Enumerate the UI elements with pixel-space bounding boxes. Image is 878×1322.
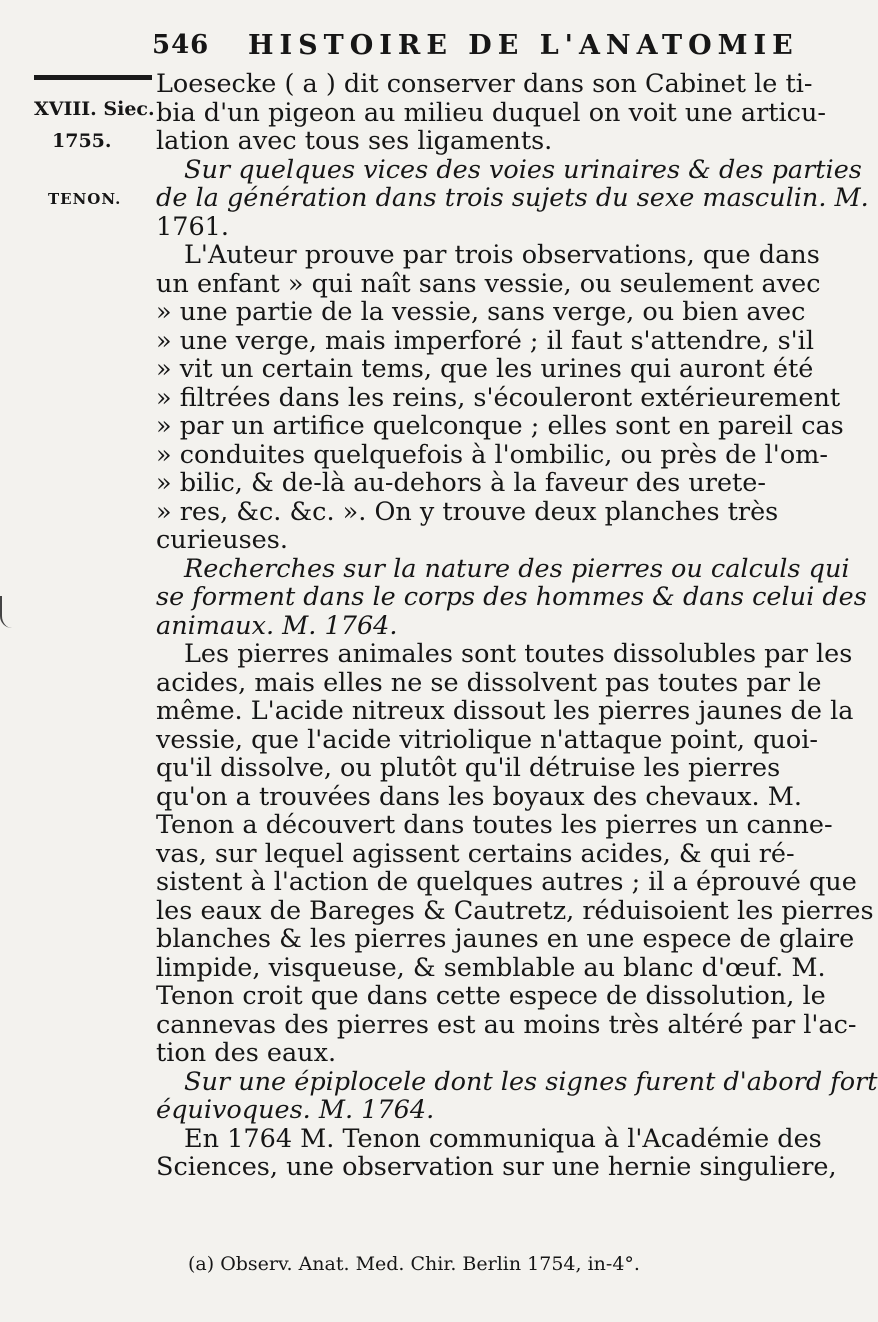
text-line: » conduites quelquefois à l'ombilic, ou près de l'om- bbox=[156, 439, 828, 470]
margin-note-author: TENON. bbox=[48, 190, 122, 208]
text-line: En 1764 M. Tenon communiqua à l'Académie des bbox=[184, 1123, 822, 1154]
text-line: de la génération dans trois sujets du sexe masculin. M. bbox=[156, 183, 869, 213]
text-line: acides, mais elles ne se dissolvent pas toutes par le bbox=[156, 667, 822, 698]
text-line: Loesecke ( a ) dit conserver dans son Cabinet le ti- bbox=[156, 69, 813, 99]
text-line: Recherches sur la nature des pierres ou calculs qui bbox=[184, 553, 850, 584]
text-line: animaux. M. 1764. bbox=[156, 610, 398, 641]
text-line: vessie, que l'acide vitriolique n'attaque point, quoi- bbox=[156, 724, 819, 755]
text-line: 1761. bbox=[156, 211, 230, 242]
text-line: équivoques. M. 1764. bbox=[156, 1095, 435, 1125]
header-rule bbox=[34, 75, 152, 80]
text-line: tion des eaux. bbox=[156, 1038, 337, 1068]
text-line: curieuses. bbox=[156, 525, 288, 555]
text-line: se forment dans le corps des hommes & dans celui des bbox=[156, 582, 867, 612]
text-line: » bilic, & de-là au-dehors à la faveur des urete- bbox=[156, 468, 766, 498]
text-line: même. L'acide nitreux dissout les pierres jaunes de la bbox=[156, 696, 854, 726]
page-edge-mark bbox=[0, 596, 12, 628]
text-line: vas, sur lequel agissent certains acides, & qui ré- bbox=[156, 838, 795, 869]
text-line: les eaux de Bareges & Cautretz, réduisoient les pierres bbox=[156, 895, 874, 926]
text-line: » filtrées dans les reins, s'écouleront extérieurement bbox=[156, 382, 841, 413]
text-line: bia d'un pigeon au milieu duquel on voit une articu- bbox=[156, 97, 826, 128]
text-line: cannevas des pierres est au moins très altéré par l'ac- bbox=[156, 1009, 857, 1040]
text-line: Tenon a découvert dans toutes les pierres un canne- bbox=[156, 810, 833, 840]
text-line: Sur quelques vices des voies urinaires & des parties bbox=[184, 154, 862, 185]
text-line: Tenon croit que dans cette espece de dissolution, le bbox=[156, 981, 826, 1011]
text-line: lation avec tous ses ligaments. bbox=[156, 126, 553, 156]
page-number: 546 bbox=[152, 30, 210, 60]
margin-note-year: 1755. bbox=[52, 130, 112, 152]
footnote: (a) Observ. Anat. Med. Chir. Berlin 1754, in-4°. bbox=[188, 1253, 640, 1275]
text-line: un enfant » qui naît sans vessie, ou seulement avec bbox=[156, 268, 821, 299]
text-line: » par un artifice quelconque ; elles sont en pareil cas bbox=[156, 411, 844, 441]
text-line: limpide, visqueuse, & semblable au blanc d'œuf. M. bbox=[156, 952, 826, 983]
text-line: qu'il dissolve, ou plutôt qu'il détruise les pierres bbox=[156, 753, 781, 783]
text-line: » res, &c. &c. ». On y trouve deux planches très bbox=[156, 496, 779, 527]
text-line: Les pierres animales sont toutes dissolubles par les bbox=[184, 639, 853, 669]
text-line: » une verge, mais imperforé ; il faut s'attendre, s'il bbox=[156, 325, 814, 356]
text-line: » une partie de la vessie, sans verge, ou bien avec bbox=[156, 297, 806, 327]
text-line: Sur une épiplocele dont les signes furent d'abord fort bbox=[184, 1066, 878, 1097]
text-line: qu'on a trouvées dans les boyaux des chevaux. M. bbox=[156, 781, 802, 812]
text-line: blanches & les pierres jaunes en une espece de glaire bbox=[156, 924, 855, 954]
text-line: sistent à l'action de quelques autres ; il a éprouvé que bbox=[156, 867, 857, 897]
text-line: Sciences, une observation sur une hernie singuliere, bbox=[156, 1152, 837, 1182]
running-title: HISTOIRE DE L'ANATOMIE bbox=[248, 30, 799, 61]
text-line: L'Auteur prouve par trois observations, que dans bbox=[184, 240, 820, 270]
text-line: » vit un certain tems, que les urines qui auront été bbox=[156, 354, 814, 384]
margin-note-century: XVIII. Siec. bbox=[34, 98, 155, 120]
